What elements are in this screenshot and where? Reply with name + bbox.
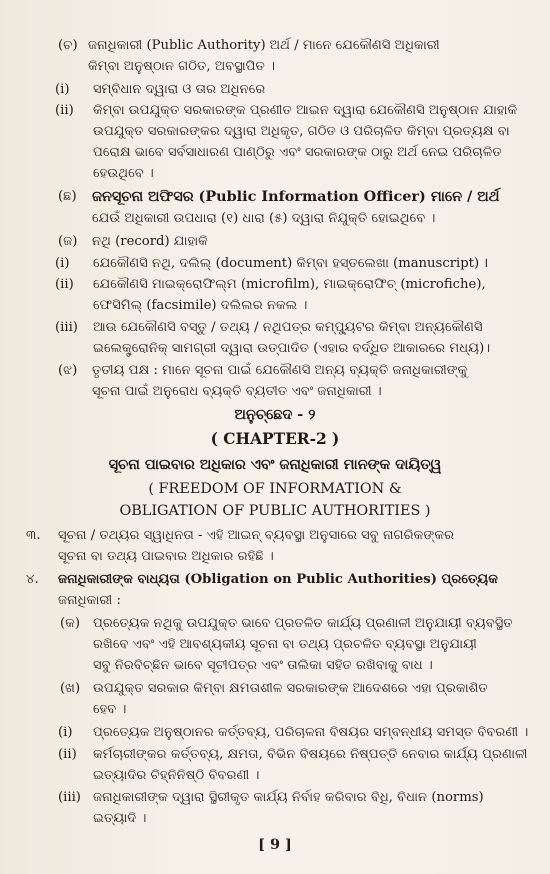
item-text: ଇତ୍ୟାଦି । [93,811,147,826]
item-text: ଜନାଧିକାରୀଙ୍କ ଦ୍ୱାରା ସ୍ଥିରୀକୃତ କାର୍ଯ୍ୟ ନିର୍ବାହ କରିବାର ବିଧି, ବିଧାନ (norms) [93,790,484,805]
chapter-english: ( CHAPTER-2 ) [210,430,340,448]
item-text: କିମ୍ବା ଉପଯୁକ୍ତ ସରକାରଙ୍କ ପ୍ରଣୀତ ଆଇନ ଦ୍ୱାରା ଯେକୌଣସି ଅନୁଷ୍ଠାନ ଯାହାକି [93,103,518,118]
item-text: ଇଲେକ୍ଟ୍ରୋନିକ୍ ସାମଗ୍ରୀ ଦ୍ୱାରା ଉତ୍ପାଦିତ (ଏହାର ବର୍ଦ୍ଧିତ ଆକାରରେ ମଧ୍ୟ)। [93,341,491,356]
clause-text: ଯେଉଁ ଅଧିକାରୀ ଉପଧାରା (୧) ଧାରା (୫) ଦ୍ୱାରା ନିଯୁକ୍ତି ହୋଇଥିବେ । [92,211,436,226]
clause-text: ଜନାଧିକାରୀ (Public Authority) ଅର୍ଥ / ମାନେ ଯେକୌଣସି ଅଧିକାରୀ [88,38,440,53]
item-label: (ii) [55,103,74,118]
clause-label: (ଛ) [58,189,77,204]
item-text: ଯେକୌଣସି ମାଇକ୍ରୋଫିଲ୍ମ (microfilm), ମାଇକ୍ରୋଫିଚ୍ (microfiche), [93,277,486,292]
chapter-title-odia: ସୂଚନା ପାଇବାର ଅଧିକାର ଏବଂ ଜନାଧିକାରୀ ମାନଙ୍କ ଦାୟିତ୍ୱ [108,456,442,473]
clause-label: (ଖ) [60,681,81,696]
chapter-title-english: OBLIGATION OF PUBLIC AUTHORITIES ) [119,503,431,519]
clause-text: ପ୍ରତ୍ୟେକ ନଥିକୁ ଉପଯୁକ୍ତ ଭାବେ ପ୍ରତଳିତ କାର୍ଯ୍ୟ ପ୍ରଣାଳୀ ଅନୁଯାୟୀ ବ୍ୟବସ୍ଥିତ [93,616,513,631]
item-label: (iii) [58,790,81,805]
section-number: ୩. [26,528,41,543]
item-text: ପ୍ରତ୍ୟେକ ଅନୁଷ୍ଠାନର କର୍ତ୍ତବ୍ୟ, ପରିଚାଳନା ବିଷୟର ସମ୍ବନ୍ଧୀୟ ସମସ୍ତ ବିବରଣୀ । [93,725,529,740]
item-label: (iii) [55,320,78,335]
item-label: (i) [55,82,70,97]
clause-heading: ଜନସୂଚନା ଅଫିସର (Public Information Officer) ମାନେ / ଅର୍ଥ [92,188,500,205]
item-text: ଫେସିମିଲ୍ (facsimile) ଦଲିଲର ନକଲ । [93,298,308,313]
item-text: ଆଉ ଯେକୌଣସି ବସ୍ତୁ / ତଥ୍ୟ / ନଥିପତ୍ର କମ୍ପ୍ୟୁଟର କିମ୍ବା ଅନ୍ୟକୌଣସି [93,320,483,335]
page-number: [ 9 ] [258,836,292,853]
section-heading: ଜନାଧିକାରୀଙ୍କ ବାଧ୍ୟତା (Obligation on Public Authorities) ପ୍ରତ୍ୟେକ [58,572,499,587]
clause-text: ନଥି (record) ଯାହାକି [92,234,208,249]
item-text: କର୍ମଚାରୀଙ୍କର କର୍ତ୍ତବ୍ୟ, କ୍ଷମତା, ବିଭିନ ବିଷୟରେ ନିଷ୍ପତ୍ତି ନେବାର କାର୍ଯ୍ୟ ପ୍ରଣାଳୀ [93,747,528,762]
item-text: ହେଉଥିବେ । [93,166,154,181]
clause-text: ସୂଚନା ପାଇଁ ଅନୁରୋଧ ବ୍ୟକ୍ତି ବ୍ୟତୀତ ଏବଂ ଜନାଧିକାରୀ । [92,384,382,399]
item-text: ଉପଯୁକ୍ତ ସରକାରଙ୍କର ଦ୍ୱାରା ଅଧିକୃତ, ଗଠିତ ଓ ପରିଚାଳିତ କିମ୍ବା ପ୍ରତ୍ୟକ୍ଷ ବା [93,124,510,139]
chapter-title-english: ( FREEDOM OF INFORMATION & [148,481,402,497]
clause-label: (ଝ) [58,363,78,378]
section-text: ଜନାଧିକାରୀ : [58,593,121,608]
clause-text: କିମ୍ବା ଅନୁଷ୍ଠାନ ଗଠିତ, ଅବସ୍ଥାପିତ । [88,59,276,74]
item-text: ଯେକୌଣସି ନଥି, ଦଲିଲ୍ (document) କିମ୍ବା ହସ୍ତଲେଖା (manuscript) । [93,256,489,271]
clause-text: ହେବ । [93,702,127,717]
item-label: (ii) [58,747,77,762]
clause-text: ଉପଯୁକ୍ତ ସରକାର କିମ୍ବା କ୍ଷମତାଶୀଳ ସରକାରଙ୍କ ଆଦେଶରେ ଏହା ପ୍ରକାଶିତ [93,681,488,696]
clause-label: (କ) [60,616,81,631]
item-label: (i) [58,725,73,740]
clause-label: (ଚ) [58,38,78,53]
section-number: ୪. [26,572,39,587]
section-text: ସୂଚନା / ତଥ୍ୟର ସ୍ୱାଧିନତା - ଏହି ଆଇନ୍ ବ୍ୟବସ୍ଥା ଅନୁସାରେ ସବୁ ନାଗରିକଙ୍କର [58,528,455,543]
item-text: ସମ୍ବିଧାନ ଦ୍ୱାରା ଓ ତାର ଅଧିନରେ [93,82,266,97]
clause-text: ସବୁ ନିରବିଚ୍ଛିନ ଭାବେ ସୂଚୀପତ୍ର ଏବଂ ତାଲିକା ସହିତ ରଖିବାକୁ ବାଧ । [93,658,433,673]
chapter-odia: ଅନୁଚ୍ଛେଦ - ୨ [234,406,316,423]
clause-label: (ଜ) [58,234,78,249]
section-text: ସୂଚନା ବା ତଥ୍ୟ ପାଇବାର ଅଧିକାର ରହିଛି । [58,549,274,564]
item-label: (ii) [55,277,74,292]
clause-text: ରଖିବେ ଏବଂ ଏହି ଆବଶ୍ୟକୀୟ ସୂଚନା ବା ତଥ୍ୟ ପ୍ରଚଳିତ ବ୍ୟବସ୍ଥା ଅନୁଯାୟୀ [93,637,477,652]
clause-text: ତୃତୀୟ ପକ୍ଷ : ମାନେ ସୂଚନା ପାଇଁ ଯେକୌଣସି ଅନ୍ୟ ବ୍ୟକ୍ତି ଜନାଧିକାରୀଙ୍କୁ [92,363,468,378]
item-text: ପରୋକ୍ଷ ଭାବେ ସର୍ବସାଧାରଣ ପାଣ୍ଠିରୁ ଏବଂ ସରକାରଙ୍କ ଠାରୁ ଅର୍ଥ ନେଇ ପରିଚାଳିତ [93,145,502,160]
item-text: ଇତ୍ୟାଦିର ଚିହ୍ନିନିଷ୍ଠି ବିବରଣୀ । [93,768,260,783]
item-label: (i) [55,256,70,271]
